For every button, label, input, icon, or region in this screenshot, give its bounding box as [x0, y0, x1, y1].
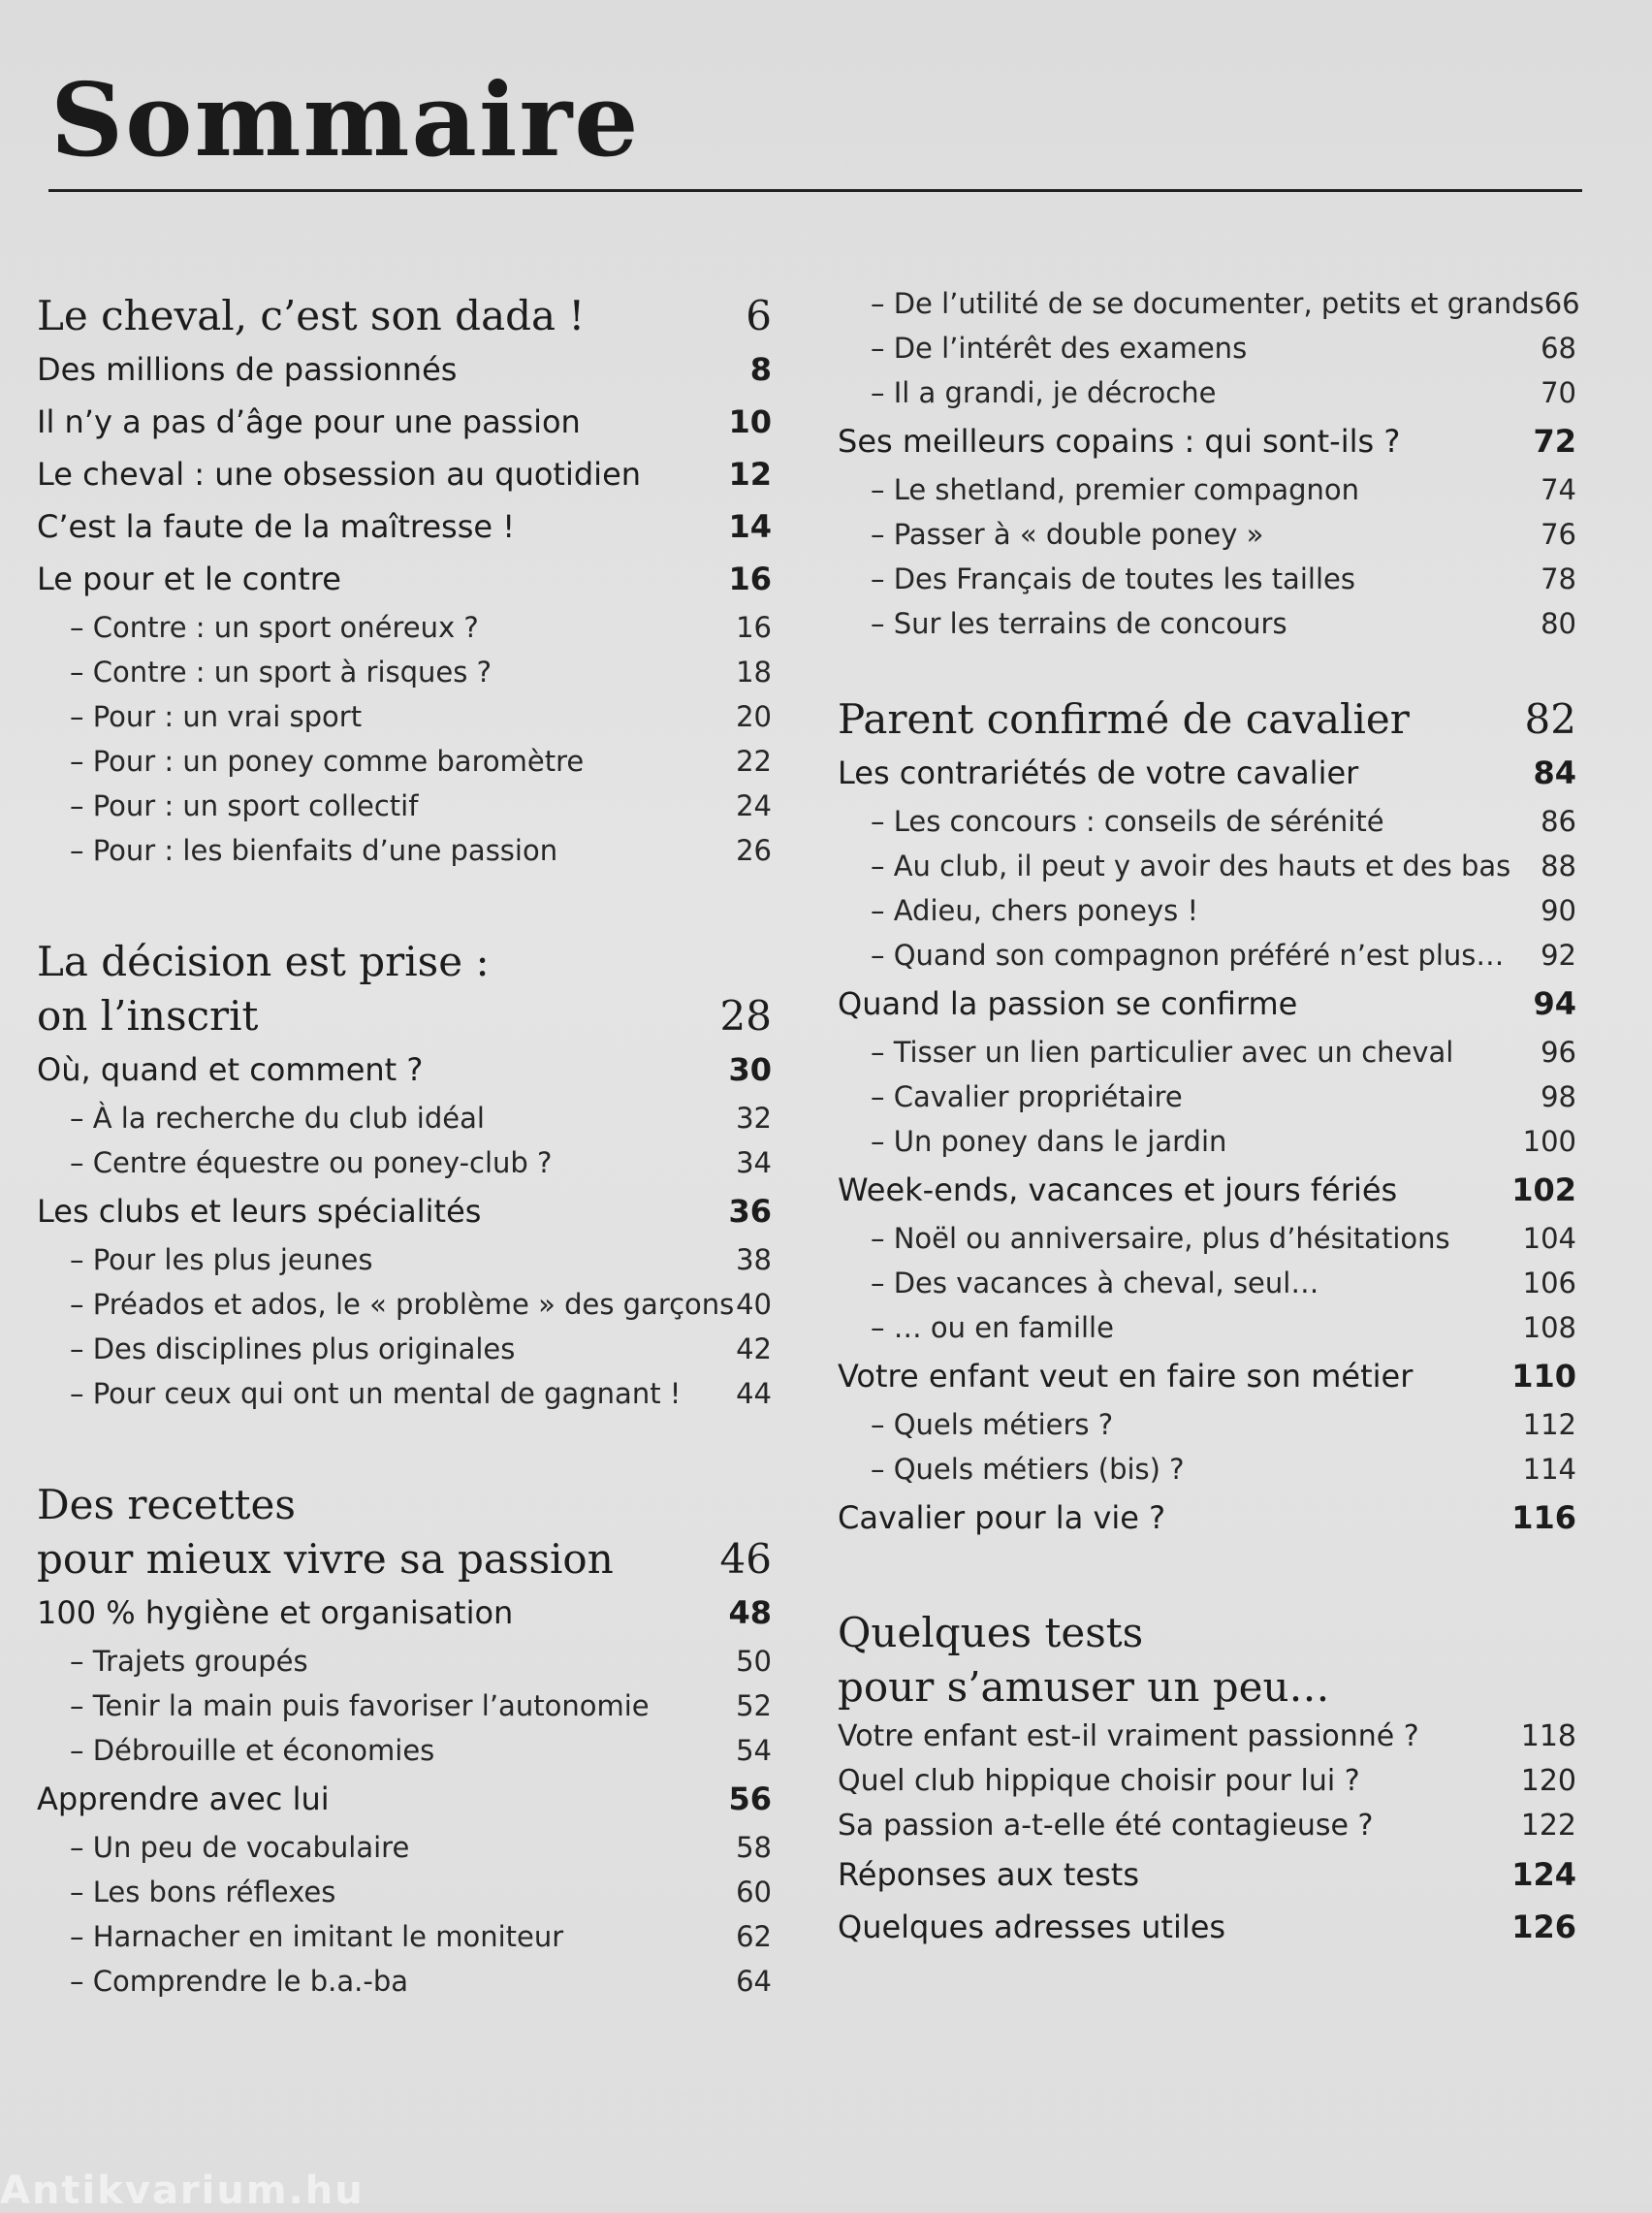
toc-page-number: 56 — [728, 1780, 772, 1817]
toc-section-entry — [37, 343, 772, 396]
toc-subsection-entry — [838, 1216, 1576, 1261]
toc-subsection-entry — [37, 1282, 772, 1327]
section-spacer — [838, 1544, 1576, 1598]
toc-subsection-entry — [838, 1119, 1576, 1164]
toc-entry-label-line: Des recettes — [37, 1481, 296, 1528]
toc-page-number: 70 — [1541, 376, 1576, 409]
toc-entry-label: Le cheval, c’est son dada ! — [37, 292, 586, 339]
toc-page-number: 40 — [736, 1288, 772, 1321]
toc-subsection-entry — [838, 512, 1576, 557]
toc-entry-label: – Noël ou anniversaire, plus d’hésitations — [871, 1222, 1450, 1255]
toc-section-entry — [37, 500, 772, 553]
toc-entry-label: Réponses aux tests — [838, 1856, 1139, 1893]
toc-subsection-entry — [838, 1402, 1576, 1447]
toc-page-number: 114 — [1522, 1453, 1576, 1486]
toc-section-entry — [37, 1043, 772, 1096]
toc-page-number: 16 — [728, 561, 772, 597]
toc-page-number: 120 — [1520, 1764, 1576, 1798]
toc-section-entry — [838, 1901, 1576, 1953]
toc-subsection-entry — [37, 1371, 772, 1416]
title-divider — [48, 189, 1582, 192]
toc-subsection-entry — [37, 1327, 772, 1371]
toc-entry-label — [37, 1478, 614, 1587]
toc-subsection-entry — [838, 467, 1576, 512]
toc-page-number: 54 — [736, 1734, 772, 1767]
toc-subsection-entry — [37, 1140, 772, 1185]
toc-entry-label: – Tenir la main puis favoriser l’autonomie — [70, 1689, 650, 1722]
toc-page-number: 96 — [1541, 1036, 1576, 1069]
toc-entry-label: Le cheval : une obsession au quotidien — [37, 456, 642, 493]
toc-entry-label: Où, quand et comment ? — [37, 1051, 424, 1088]
toc-section-entry — [838, 1350, 1576, 1402]
toc-subsection-entry — [838, 1305, 1576, 1350]
toc-page-number: 36 — [728, 1193, 772, 1230]
toc-page-number: 52 — [736, 1689, 772, 1722]
toc-entry-label: Des millions de passionnés — [37, 351, 458, 388]
toc-entry-label: – Quand son compagnon préféré n’est plus… — [871, 939, 1505, 972]
toc-page-number: 110 — [1511, 1358, 1576, 1395]
toc-page-number: 28 — [719, 992, 772, 1040]
toc-entry-label: – Contre : un sport onéreux ? — [70, 611, 479, 644]
toc-entry-label: – Des vacances à cheval, seul… — [871, 1267, 1319, 1299]
toc-section-entry — [838, 1164, 1576, 1216]
toc-entry-label: – Contre : un sport à risques ? — [70, 656, 492, 689]
toc-entry-label: – Adieu, chers poneys ! — [871, 894, 1199, 927]
section-spacer — [37, 873, 772, 927]
toc-entry-label-line: pour s’amuser un peu… — [838, 1663, 1330, 1711]
toc-page-number: 108 — [1522, 1311, 1576, 1344]
toc-subsection-entry — [37, 650, 772, 694]
section-spacer — [37, 1416, 772, 1470]
toc-page-number: 64 — [736, 1965, 772, 1998]
toc-entry-label: – Tisser un lien particulier avec un cheval — [871, 1036, 1454, 1069]
toc-entry-label: – Pour : un vrai sport — [70, 700, 363, 733]
toc-page-number: 86 — [1541, 805, 1576, 838]
toc-section-entry — [838, 978, 1576, 1030]
toc-entry-label-line: La décision est prise : — [37, 938, 490, 985]
toc-page-number: 10 — [728, 403, 772, 440]
toc-subsection-entry — [838, 1261, 1576, 1305]
toc-subsection-entry — [838, 601, 1576, 646]
section-spacer — [838, 646, 1576, 685]
toc-subsection-entry — [37, 1959, 772, 2004]
toc-page-number: 104 — [1522, 1222, 1576, 1255]
toc-subsection-entry — [838, 370, 1576, 415]
toc-entry-label: Il n’y a pas d’âge pour une passion — [37, 403, 581, 440]
toc-subsection-entry — [37, 1684, 772, 1728]
toc-section-entry — [37, 1587, 772, 1639]
toc-entry-label: Le pour et le contre — [37, 561, 341, 597]
toc-subsection-entry — [37, 605, 772, 650]
page-title: Sommaire — [50, 60, 641, 179]
toc-page-number: 44 — [736, 1377, 772, 1410]
toc-entry-label: – Débrouille et économies — [70, 1734, 435, 1767]
toc-entry-label: – Un peu de vocabulaire — [70, 1831, 410, 1864]
toc-entry-label: – Quels métiers (bis) ? — [871, 1453, 1185, 1486]
toc-entry-label: 100 % hygiène et organisation — [37, 1594, 514, 1631]
toc-page-number: 82 — [1524, 695, 1576, 743]
toc-subsection-entry — [838, 799, 1576, 844]
toc-entry-label: – Au club, il peut y avoir des hauts et des bas — [871, 850, 1511, 882]
toc-entry-label-line: pour mieux vivre sa passion — [37, 1535, 614, 1583]
toc-subsection-entry — [37, 1914, 772, 1959]
toc-part-heading — [838, 692, 1576, 747]
toc-page-number: 68 — [1541, 332, 1576, 365]
toc-entry-label: – Des disciplines plus originales — [70, 1332, 516, 1365]
toc-section-entry — [37, 396, 772, 448]
toc-section-entry — [838, 415, 1576, 467]
toc-page-number: 100 — [1522, 1125, 1576, 1158]
toc-page-number: 118 — [1520, 1719, 1576, 1753]
toc-page-number: 72 — [1533, 423, 1576, 460]
toc-entry-label — [838, 1606, 1330, 1715]
toc-page-number: 26 — [736, 834, 772, 867]
toc-entry-label: Parent confirmé de cavalier — [838, 695, 1410, 743]
toc-page-number: 126 — [1511, 1908, 1576, 1945]
toc-entry-label: – Sur les terrains de concours — [871, 607, 1287, 640]
toc-test-entry — [838, 1759, 1576, 1804]
toc-entry-label: – De l’intérêt des examens — [871, 332, 1248, 365]
toc-entry-label: Les clubs et leurs spécialités — [37, 1193, 482, 1230]
toc-entry-label: – Harnacher en imitant le moniteur — [70, 1920, 564, 1953]
toc-entry-label: – À la recherche du club idéal — [70, 1102, 485, 1135]
toc-entry-label: Cavalier pour la vie ? — [838, 1499, 1166, 1536]
toc-page-number: 122 — [1520, 1809, 1576, 1843]
toc-page-number: 46 — [719, 1535, 772, 1583]
toc-subsection-entry — [37, 739, 772, 784]
toc-page-number: 78 — [1541, 562, 1576, 595]
toc-subsection-entry — [838, 844, 1576, 888]
toc-page-number: 98 — [1541, 1080, 1576, 1113]
toc-subsection-entry — [37, 694, 772, 739]
toc-entry-label: – Trajets groupés — [70, 1645, 308, 1678]
toc-subsection-entry — [838, 281, 1580, 326]
toc-page-number: 24 — [736, 789, 772, 822]
toc-subsection-entry — [838, 557, 1576, 601]
toc-page-number: 80 — [1541, 607, 1576, 640]
toc-page-number: 84 — [1533, 754, 1576, 791]
toc-entry-label: – … ou en famille — [871, 1311, 1114, 1344]
toc-subsection-entry — [37, 1728, 772, 1773]
toc-left-column — [37, 281, 772, 2004]
toc-entry-label: – Pour : les bienfaits d’une passion — [70, 834, 558, 867]
toc-entry-label: Apprendre avec lui — [37, 1780, 330, 1817]
toc-page-number: 30 — [728, 1051, 772, 1088]
toc-entry-label: – Des Français de toutes les tailles — [871, 562, 1355, 595]
toc-page-number: 50 — [736, 1645, 772, 1678]
toc-page-number: 34 — [736, 1146, 772, 1179]
toc-entry-label: – Il a grandi, je décroche — [871, 376, 1217, 409]
toc-entry-label: – Pour : un poney comme baromètre — [70, 745, 585, 778]
toc-page-number: 6 — [746, 292, 772, 339]
toc-entry-label: Votre enfant veut en faire son métier — [838, 1358, 1414, 1395]
toc-entry-label: – Pour : un sport collectif — [70, 789, 419, 822]
toc-entry-label: – Comprendre le b.a.-ba — [70, 1965, 409, 1998]
toc-page-number: 12 — [728, 456, 772, 493]
toc-page-number: 58 — [736, 1831, 772, 1864]
toc-page-number: 88 — [1541, 850, 1576, 882]
toc-entry-label: Quel club hippique choisir pour lui ? — [838, 1764, 1360, 1798]
toc-subsection-entry — [838, 1074, 1576, 1119]
toc-entry-label: Week-ends, vacances et jours fériés — [838, 1171, 1398, 1208]
toc-page-number: 124 — [1511, 1856, 1576, 1893]
toc-section-entry — [838, 1848, 1576, 1901]
toc-section-entry — [37, 1773, 772, 1825]
toc-subsection-entry — [37, 1870, 772, 1914]
toc-entry-label: Ses meilleurs copains : qui sont-ils ? — [838, 423, 1401, 460]
toc-page-number: 112 — [1522, 1408, 1576, 1441]
toc-entry-label: – Les concours : conseils de sérénité — [871, 805, 1384, 838]
toc-page-number: 90 — [1541, 894, 1576, 927]
toc-entry-label: C’est la faute de la maîtresse ! — [37, 508, 516, 545]
toc-subsection-entry — [37, 1825, 772, 1870]
toc-page-number: 16 — [736, 611, 772, 644]
toc-entry-label: Votre enfant est-il vraiment passionné ? — [838, 1719, 1419, 1753]
toc-entry-label: – Le shetland, premier compagnon — [871, 473, 1360, 506]
toc-page-number: 92 — [1541, 939, 1576, 972]
toc-page-number: 106 — [1522, 1267, 1576, 1299]
toc-page-number: 60 — [736, 1876, 772, 1908]
toc-entry-label: – Passer à « double poney » — [871, 518, 1264, 551]
toc-entry-label-line: Quelques tests — [838, 1609, 1144, 1656]
toc-subsection-entry — [37, 784, 772, 828]
toc-entry-label: Les contrariétés de votre cavalier — [838, 754, 1359, 791]
toc-section-entry — [838, 1491, 1576, 1544]
toc-page-number: 102 — [1511, 1171, 1576, 1208]
watermark-text: Antikvarium.hu — [0, 2168, 365, 2213]
toc-entry-label: Sa passion a-t-elle été contagieuse ? — [838, 1809, 1374, 1843]
toc-section-entry — [37, 553, 772, 605]
toc-subsection-entry — [37, 828, 772, 873]
toc-page-number: 18 — [736, 656, 772, 689]
toc-page-number: 38 — [736, 1243, 772, 1276]
toc-part-heading — [37, 935, 772, 1043]
toc-page-number: 22 — [736, 745, 772, 778]
toc-test-entry — [838, 1715, 1576, 1759]
toc-page-number: 94 — [1533, 985, 1576, 1022]
toc-entry-label: – Quels métiers ? — [871, 1408, 1114, 1441]
toc-page-number: 48 — [728, 1594, 772, 1631]
toc-subsection-entry — [838, 1030, 1576, 1074]
toc-entry-label — [37, 935, 490, 1043]
toc-part-heading — [838, 1606, 1576, 1715]
toc-entry-label: – Pour ceux qui ont un mental de gagnant ! — [70, 1377, 682, 1410]
toc-entry-label: – Centre équestre ou poney-club ? — [70, 1146, 553, 1179]
toc-entry-label: Quand la passion se confirme — [838, 985, 1298, 1022]
toc-section-entry — [37, 448, 772, 500]
toc-page-number: 76 — [1541, 518, 1576, 551]
toc-page-number: 14 — [728, 508, 772, 545]
toc-right-column — [838, 281, 1580, 1953]
toc-entry-label: – De l’utilité de se documenter, petits et grands — [871, 287, 1544, 320]
toc-test-entry — [838, 1804, 1576, 1848]
toc-subsection-entry — [37, 1096, 772, 1140]
toc-entry-label: – Préados et ados, le « problème » des garçons — [70, 1288, 735, 1321]
toc-section-entry — [838, 747, 1576, 799]
toc-subsection-entry — [838, 1447, 1576, 1491]
toc-entry-label: – Cavalier propriétaire — [871, 1080, 1183, 1113]
toc-subsection-entry — [838, 888, 1576, 933]
toc-page-number: 20 — [736, 700, 772, 733]
toc-page-number: 66 — [1543, 287, 1580, 320]
toc-subsection-entry — [838, 933, 1576, 978]
toc-entry-label: Quelques adresses utiles — [838, 1908, 1226, 1945]
toc-part-heading — [37, 1478, 772, 1587]
toc-entry-label: – Un poney dans le jardin — [871, 1125, 1227, 1158]
toc-subsection-entry — [37, 1237, 772, 1282]
toc-page-number: 74 — [1541, 473, 1576, 506]
toc-part-heading — [37, 289, 772, 343]
toc-page-number: 8 — [749, 351, 772, 388]
toc-entry-label: – Les bons réflexes — [70, 1876, 336, 1908]
toc-page-number: 42 — [736, 1332, 772, 1365]
toc-subsection-entry — [838, 326, 1576, 370]
toc-section-entry — [37, 1185, 772, 1237]
toc-entry-label: – Pour les plus jeunes — [70, 1243, 373, 1276]
toc-page-number: 116 — [1511, 1499, 1576, 1536]
toc-page-number: 32 — [736, 1102, 772, 1135]
toc-subsection-entry — [37, 1639, 772, 1684]
toc-page-number: 62 — [736, 1920, 772, 1953]
toc-entry-label-line: on l’inscrit — [37, 992, 259, 1040]
